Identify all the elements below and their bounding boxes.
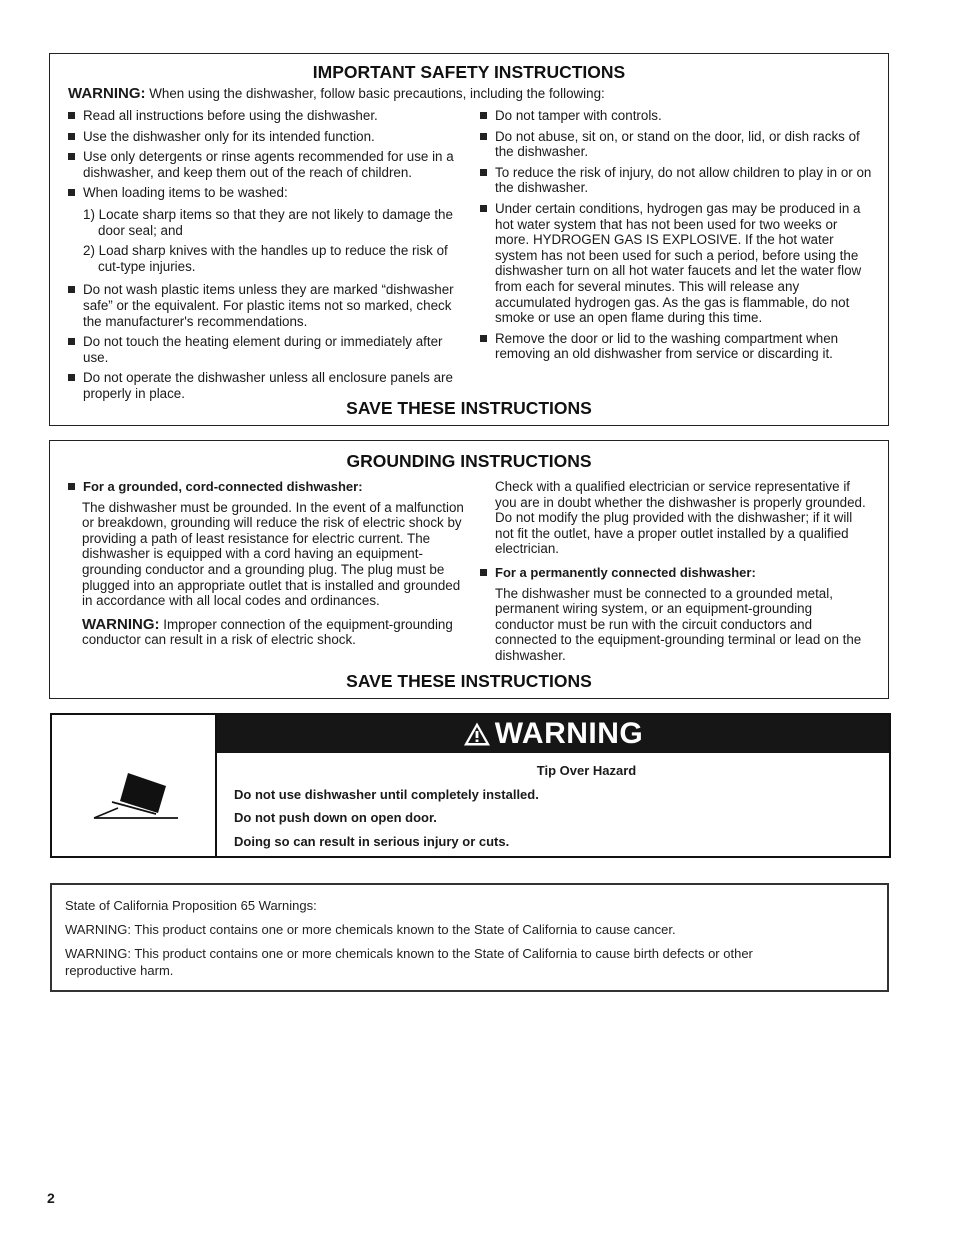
warning-line: Doing so can result in serious injury or cuts.	[234, 833, 510, 849]
list-item: Use the dishwasher only for its intended function.	[68, 129, 466, 145]
loading-steps	[68, 207, 466, 274]
list-item: Do not operate the dishwasher unless all enclosure panels are properly in place.	[68, 370, 466, 401]
list-item: Do not wash plastic items unless they are marked “dishwasher safe” or the equivalent. For plastic items not so marked, check the manufacturer's recommendations.	[68, 282, 466, 329]
grounding-right-column	[472, 479, 872, 672]
grounding-columns	[68, 479, 874, 672]
safety-title: IMPORTANT SAFETY INSTRUCTIONS	[312, 62, 626, 82]
tip-over-warning-box	[50, 713, 891, 858]
grounding-cord-list	[68, 479, 466, 495]
grounding-left-column	[68, 479, 472, 672]
cord-connected-heading: For a grounded, cord-connected dishwasher:	[68, 479, 466, 495]
list-item: Do not abuse, sit on, or stand on the door, lid, or dish racks of the dishwasher.	[480, 129, 872, 160]
safety-right-column	[472, 108, 872, 407]
safety-left-list-continued	[68, 282, 466, 401]
warning-line: Do not use dishwasher until completely installed.	[234, 786, 539, 802]
list-item: Do not tamper with controls.	[480, 108, 872, 124]
grounding-instructions-box	[49, 440, 889, 699]
safety-warning-intro	[68, 85, 878, 102]
grounding-save-instructions: SAVE THESE INSTRUCTIONS	[346, 671, 592, 691]
safety-left-list	[68, 108, 466, 201]
warning-line: Do not push down on open door.	[234, 810, 437, 825]
warning-hazard-title: Tip Over Hazard	[536, 763, 637, 778]
list-item: Remove the door or lid to the washing compartment when removing an old dishwasher from service or discarding it.	[480, 331, 872, 362]
warning-message	[234, 763, 879, 857]
grounding-warning-label: WARNING:	[82, 615, 160, 633]
cord-connected-body	[68, 500, 466, 648]
safety-instructions-box	[49, 53, 889, 426]
safety-warning-label: WARNING:	[68, 85, 146, 102]
warning-banner	[217, 715, 889, 753]
cord-connected-text: The dishwasher must be grounded. In the event of a malfunction or breakdown, grounding will reduce the risk of electric shock by providing a path of least resistance for electric current. The dishwasher is equipped with a cord having an equipment-grounding conductor and a grounding plug. The plug must be plugged into an appropriate outlet that is installed and grounded in accordance with all local codes and ordinances.	[82, 499, 464, 609]
list-item: To reduce the risk of injury, do not allow children to play in or on the dishwasher.	[480, 165, 872, 196]
prop65-warning-reproductive: WARNING: This product contains one or more chemicals known to the State of California to cause birth defects or other reproductive harm.	[65, 946, 753, 978]
list-item: When loading items to be washed:	[68, 185, 466, 201]
page-number: 2	[47, 1190, 55, 1206]
grounding-warning	[82, 617, 466, 648]
grounding-warning-text: Improper connection of the equipment-grounding conductor can result in a risk of electric shock.	[82, 616, 453, 648]
prop65-title: State of California Proposition 65 Warnings:	[65, 898, 317, 913]
prop65-warning-cancer: WARNING: This product contains one or more chemicals known to the State of California to cause cancer.	[65, 922, 676, 937]
loading-step: 2) Load sharp knives with the handles up to reduce the risk of cut-type injuries.	[83, 243, 448, 274]
grounding-perm-list	[480, 565, 872, 581]
permanently-connected-text: The dishwasher must be connected to a grounded metal, permanent wiring system, or an equipment-grounding conductor must be run with the circuit conductors and connected to the equipment-grounding terminal or lead on the dishwasher.	[495, 585, 862, 663]
loading-step: 1) Locate sharp items so that they are not likely to damage the door seal; and	[83, 206, 453, 238]
check-electrician-text: Check with a qualified electrician or service representative if you are in doubt whether the dishwasher is properly grounded. Do not modify the plug provided with the dishwasher; if it will not fit the outlet, have a proper outlet installed by a qualified electrician.	[495, 479, 866, 557]
list-item: Under certain conditions, hydrogen gas may be produced in a hot water system that has not been used for two weeks or more. HYDROGEN GAS IS EXPLOSIVE. If the hot water system has not been used for such a period, before using the dishwasher turn on all hot water faucets and let the water flow from each for several minutes. This will release any accumulated hydrogen gas. As the gas is flammable, do not smoke or use an open flame during this time.	[480, 201, 872, 326]
safety-save-instructions: SAVE THESE INSTRUCTIONS	[346, 398, 592, 418]
safety-columns	[68, 108, 874, 407]
list-item: Do not touch the heating element during or immediately after use.	[68, 334, 466, 365]
warning-banner-text: WARNING	[494, 717, 644, 750]
warning-triangle-icon	[463, 721, 491, 747]
grounding-title: GROUNDING INSTRUCTIONS	[346, 451, 592, 471]
safety-left-column	[68, 108, 472, 407]
tip-over-hazard-icon	[52, 715, 217, 856]
list-item: Read all instructions before using the dishwasher.	[68, 108, 466, 124]
prop65-warnings-box	[50, 883, 889, 992]
safety-warning-text: When using the dishwasher, follow basic precautions, including the following:	[149, 86, 605, 101]
warning-icon-cell	[52, 715, 217, 856]
list-item: Use only detergents or rinse agents recommended for use in a dishwasher, and keep them out of the reach of children.	[68, 149, 466, 180]
permanently-connected-heading: For a permanently connected dishwasher:	[480, 565, 872, 581]
safety-right-list	[480, 108, 872, 362]
